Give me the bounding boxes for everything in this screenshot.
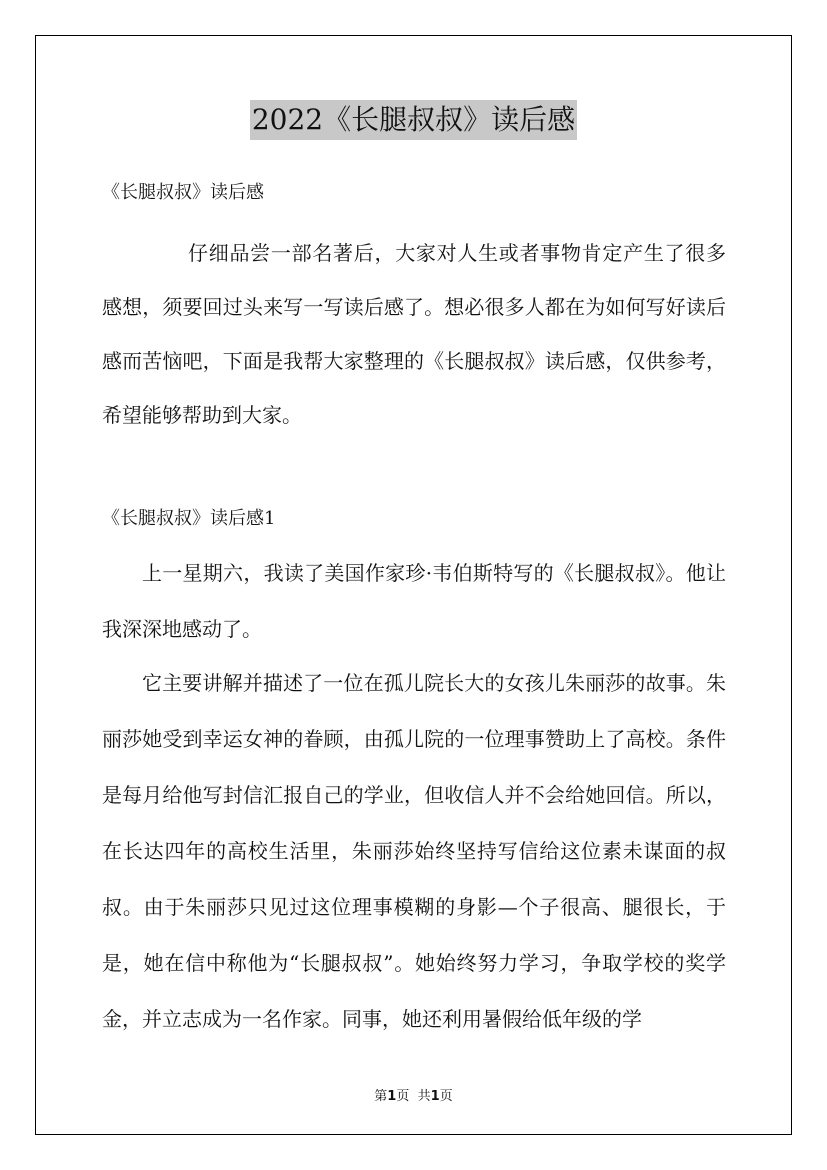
- essay1-heading: 《长腿叔叔》读后感1: [102, 508, 276, 529]
- essay1-paragraph-2: 它主要讲解并描述了一位在孤儿院长大的女孩儿朱丽莎的故事。朱丽莎她受到幸运女神的眷顾，由孤儿院的一位理事赞助上了高校。条件是每月给他写封信汇报自己的学业，但收信人并不会给她回信。所以，在长达四年的高校生活里，朱丽莎始终坚持写信给这位素未谋面的叔叔。由于朱丽莎只见过这位理事模糊的身影—个子很高、腿很长，于是，她在信中称他为“长腿叔叔”。她始终努力学习，争取学校的奖学金，并立志成为一名作家。同事，她还利用暑假给低年级的学: [102, 671, 726, 1031]
- page-footer: [0, 1085, 827, 1104]
- footer-page-number: 1: [387, 1089, 397, 1104]
- section-heading: 《长腿叔叔》读后感: [102, 182, 264, 203]
- document-title: 2022《长腿叔叔》读后感: [250, 100, 577, 140]
- footer-page-prefix: 第: [374, 1089, 388, 1104]
- footer-page-suffix: 页: [396, 1089, 410, 1104]
- essay1-paragraph-1: 上一星期六，我读了美国作家珍·韦伯斯特写的《长腿叔叔》。他让我深深地感动了。: [102, 561, 726, 641]
- footer-total-number: 1: [430, 1089, 440, 1104]
- footer-total-suffix: 页: [439, 1089, 453, 1104]
- title-container: [0, 100, 827, 140]
- footer-total-prefix: 共: [417, 1089, 431, 1104]
- intro-paragraph: 仔细品尝一部名著后，大家对人生或者事物肯定产生了很多感想，须要回过头来写一写读后感了。想必很多人都在为如何写好读后感而苦恼吧，下面是我帮大家整理的《长腿叔叔》读后感，仅供参考，希望能够帮助到大家。: [102, 241, 726, 427]
